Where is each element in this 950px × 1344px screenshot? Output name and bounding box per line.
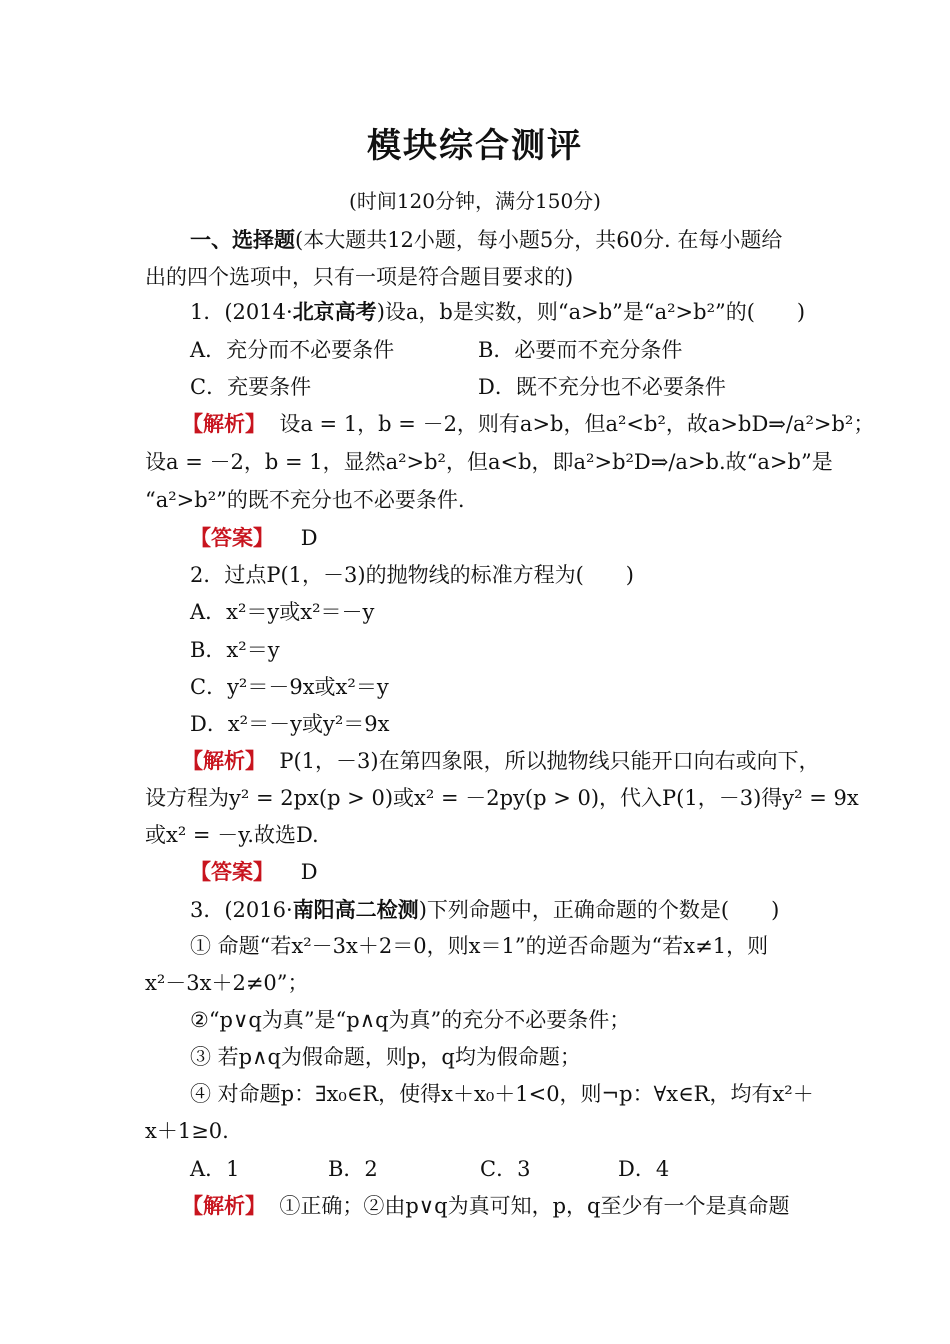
section-heading-line — [190, 226, 782, 254]
analysis-label: 【解析】 — [182, 411, 266, 436]
q1-option-c: C．充要条件 — [190, 375, 312, 399]
q2-option-b: B．x²＝y — [190, 638, 280, 662]
q2-analysis-line3: 或x² = －y.故选D. — [145, 823, 319, 847]
q1-answer: D — [300, 526, 318, 550]
q3-stem-text: )下列命题中，正确命题的个数是( ) — [418, 898, 780, 922]
q2-analysis-text: P(1，－3)在第四象限，所以抛物线只能开口向右或向下， — [279, 749, 820, 773]
q3-analysis-line1 — [182, 1192, 790, 1220]
q1-stem — [190, 298, 805, 326]
answer-label: 【答案】 — [190, 859, 274, 884]
q3-item-2: ②“p∨q为真”是“p∧q为真”的充分不必要条件； — [190, 1008, 631, 1032]
q2-answer: D — [300, 860, 318, 884]
q1-number: 1．(2014· — [190, 300, 293, 324]
q3-item-3: ③ 若p∧q为假命题，则p，q均为假命题； — [190, 1045, 581, 1069]
q3-option-a: A．1 — [190, 1157, 240, 1181]
section-desc: (本大题共12小题，每小题5分，共60分. 在每小题给 — [295, 228, 783, 252]
q1-answer-line — [190, 524, 318, 552]
q1-analysis-text: 设a = 1，b = －2，则有a>b，但a²<b²，故a>bD⇒/a²>b²； — [279, 412, 875, 436]
q2-analysis-line1 — [182, 747, 820, 775]
q1-analysis-line3: “a²>b²”的既不充分也不必要条件. — [145, 488, 465, 512]
q3-option-c: C．3 — [480, 1157, 531, 1181]
q1-option-d: D．既不充分也不必要条件 — [478, 375, 726, 399]
q3-item-1-cont: x²－3x＋2≠0”； — [145, 971, 309, 995]
q1-option-a: A．充分而不必要条件 — [190, 338, 395, 362]
q3-number: 3．(2016· — [190, 898, 293, 922]
analysis-label: 【解析】 — [182, 748, 266, 773]
section-heading: 一、选择题 — [190, 227, 295, 252]
q3-option-b: B．2 — [328, 1157, 378, 1181]
q2-option-d: D．x²＝－y或y²＝9x — [190, 712, 390, 736]
q2-analysis-line2: 设方程为y² = 2px(p > 0)或x² = －2py(p > 0)，代入P(1，－3)得y² = 9x — [145, 786, 859, 810]
q3-item-4: ④ 对命题p：∃x₀∈R，使得x＋x₀＋1<0，则¬p：∀x∈R，均有x²＋ — [190, 1082, 814, 1106]
page-title: 模块综合测评 — [367, 126, 583, 166]
analysis-label: 【解析】 — [182, 1193, 266, 1218]
q1-stem-text: )设a，b是实数，则“a>b”是“a²>b²”的( ) — [376, 300, 806, 324]
q1-analysis-line1 — [182, 410, 874, 438]
q3-option-d: D．4 — [618, 1157, 670, 1181]
q2-option-a: A．x²＝y或x²＝－y — [190, 600, 375, 624]
q1-source: 北京高考 — [292, 299, 377, 324]
q3-item-4-cont: x＋1≥0. — [145, 1119, 229, 1143]
time-score-note: (时间120分钟，满分150分) — [349, 189, 601, 213]
q1-option-b: B．必要而不充分条件 — [478, 338, 683, 362]
q3-stem — [190, 896, 779, 924]
q1-analysis-line2: 设a = －2，b = 1，显然a²>b²，但a<b，即a²>b²D⇒/a>b.故“a>b”是 — [145, 450, 833, 474]
answer-label: 【答案】 — [190, 525, 274, 550]
section-desc-cont: 出的四个选项中，只有一项是符合题目要求的) — [145, 265, 574, 289]
q2-option-c: C．y²＝－9x或x²＝y — [190, 675, 389, 699]
q3-item-1: ① 命题“若x²－3x＋2＝0，则x＝1”的逆否命题为“若x≠1，则 — [190, 934, 769, 958]
q3-analysis-text: ①正确；②由p∨q为真可知，p，q至少有一个是真命题 — [279, 1194, 790, 1218]
q2-answer-line — [190, 858, 318, 886]
q3-source: 南阳高二检测 — [292, 897, 419, 922]
q2-stem: 2．过点P(1，－3)的抛物线的标准方程为( ) — [190, 563, 634, 587]
